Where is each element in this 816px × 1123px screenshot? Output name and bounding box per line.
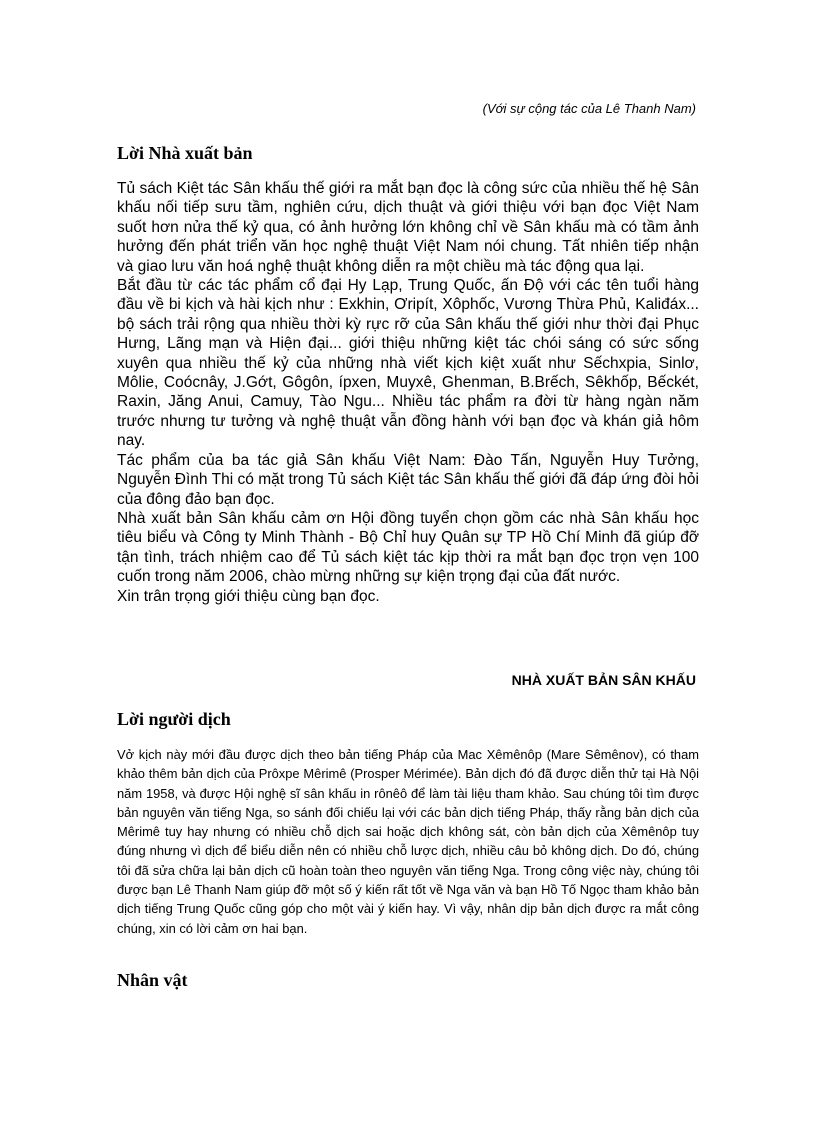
publisher-signature: NHÀ XUẤT BẢN SÂN KHẤU xyxy=(511,672,696,688)
publisher-paragraph: Tác phẩm của ba tác giả Sân khấu Việt Nam: Đào Tấn, Nguyễn Huy Tưởng, Nguyễn Đình Thi có mặt trong Tủ sách Kiệt tác Sân khấu thế giới đã đáp ứng đòi hỏi của đông đảo bạn đọc. xyxy=(117,451,699,508)
characters-heading: Nhân vật xyxy=(117,970,188,990)
translator-credit: (Với sự cộng tác của Lê Thanh Nam) xyxy=(482,101,696,116)
translator-note-heading: Lời người dịch xyxy=(117,709,231,729)
publisher-paragraph: Tủ sách Kiệt tác Sân khấu thế giới ra mắt bạn đọc là công sức của nhiều thế hệ Sân khấu nối tiếp sưu tầm, nghiên cứu, dịch thuật và giới thiệu với bạn đọc Việt Nam suốt hơn nửa thế kỷ qua, có ảnh hưởng lớn không chỉ về Sân khấu mà có tầm ảnh hưởng đến phát triển văn học nghệ thuật Việt Nam nói chung. Tất nhiên tiếp nhận và giao lưu văn hoá nghệ thuật không diễn ra một chiều mà tác động qua lại. xyxy=(117,180,699,275)
translator-note-body: Vở kịch này mới đầu được dịch theo bản tiếng Pháp của Mac Xêmênôp (Mare Sêmênov), có tham khảo thêm bản dịch của Prôxpe Mêrimê (Prosper Mérimée). Bản dịch đó đã được diễn thử tại Hà Nội năm 1958, và được Hội nghệ sĩ sân khấu in rônêô để làm tài liệu tham khảo. Sau chúng tôi tìm được bản nguyên văn tiếng Nga, so sánh đối chiếu lại với các bản dịch tiếng Pháp, thấy rằng bản dịch của Mêrimê tuy hay nhưng có nhiều chỗ dịch sai hoặc dịch không sát, còn bản dịch của Xêmênôp tuy đúng nhưng vì dịch để biểu diễn nên có nhiều chỗ lược dịch, nhiều câu bỏ không dịch. Do đó, chúng tôi đã sửa chữa lại bản dịch cũ hoàn toàn theo nguyên văn tiếng Nga. Trong công việc này, chúng tôi được bạn Lê Thanh Nam giúp đỡ một số ý kiến rất tốt về Nga văn và bạn Hồ Tố Ngọc tham khảo bản dịch tiếng Trung Quốc cũng góp cho một vài ý kiến hay. Vì vậy, nhân dịp bản dịch được ra mắt công chúng, xin có lời cảm ơn hai bạn. xyxy=(117,747,699,936)
publisher-paragraph: Xin trân trọng giới thiệu cùng bạn đọc. xyxy=(117,587,380,605)
publisher-foreword-heading: Lời Nhà xuất bản xyxy=(117,143,253,163)
publisher-paragraph: Bắt đầu từ các tác phẩm cổ đại Hy Lạp, Trung Quốc, ấn Độ với các tên tuổi hàng đầu về bi kịch và hài kịch như : Exkhin, Ơripít, Xôphốc, Vương Thừa Phủ, Kaliđáx... bộ sách trải rộng qua nhiều thời kỳ rực rỡ của Sân khấu thế giới như thời đại Phục Hưng, Lãng mạn và Hiện đại... giới thiệu những kiệt tác chói sáng có sức sống xuyên qua nhiều thế kỷ của những nhà viết kịch kiệt xuất như Sếchxpia, Sinlơ, Môlie, Coócnây, J.Gớt, Gôgôn, ípxen, Muyxê, Ghenman, B.Brếch, Sêkhốp, Bếckét, Raxin, Jăng Anui, Camuy, Tào Ngu... Nhiều tác phẩm ra đời từ hàng ngàn năm trước nhưng tư tưởng và nghệ thuật vẫn đồng hành với bạn đọc và khán giả hôm nay. xyxy=(117,277,699,450)
publisher-foreword-body xyxy=(117,179,699,606)
publisher-paragraph: Nhà xuất bản Sân khấu cảm ơn Hội đồng tuyển chọn gồm các nhà Sân khấu học tiêu biểu và Công ty Minh Thành - Bộ Chỉ huy Quân sự TP Hồ Chí Minh đã giúp đỡ tận tình, trách nhiệm cao để Tủ sách kiệt tác kịp thời ra mắt bạn đọc trọn vẹn 100 cuốn trong năm 2006, chào mừng những sự kiện trọng đại của đất nước. xyxy=(117,509,699,586)
